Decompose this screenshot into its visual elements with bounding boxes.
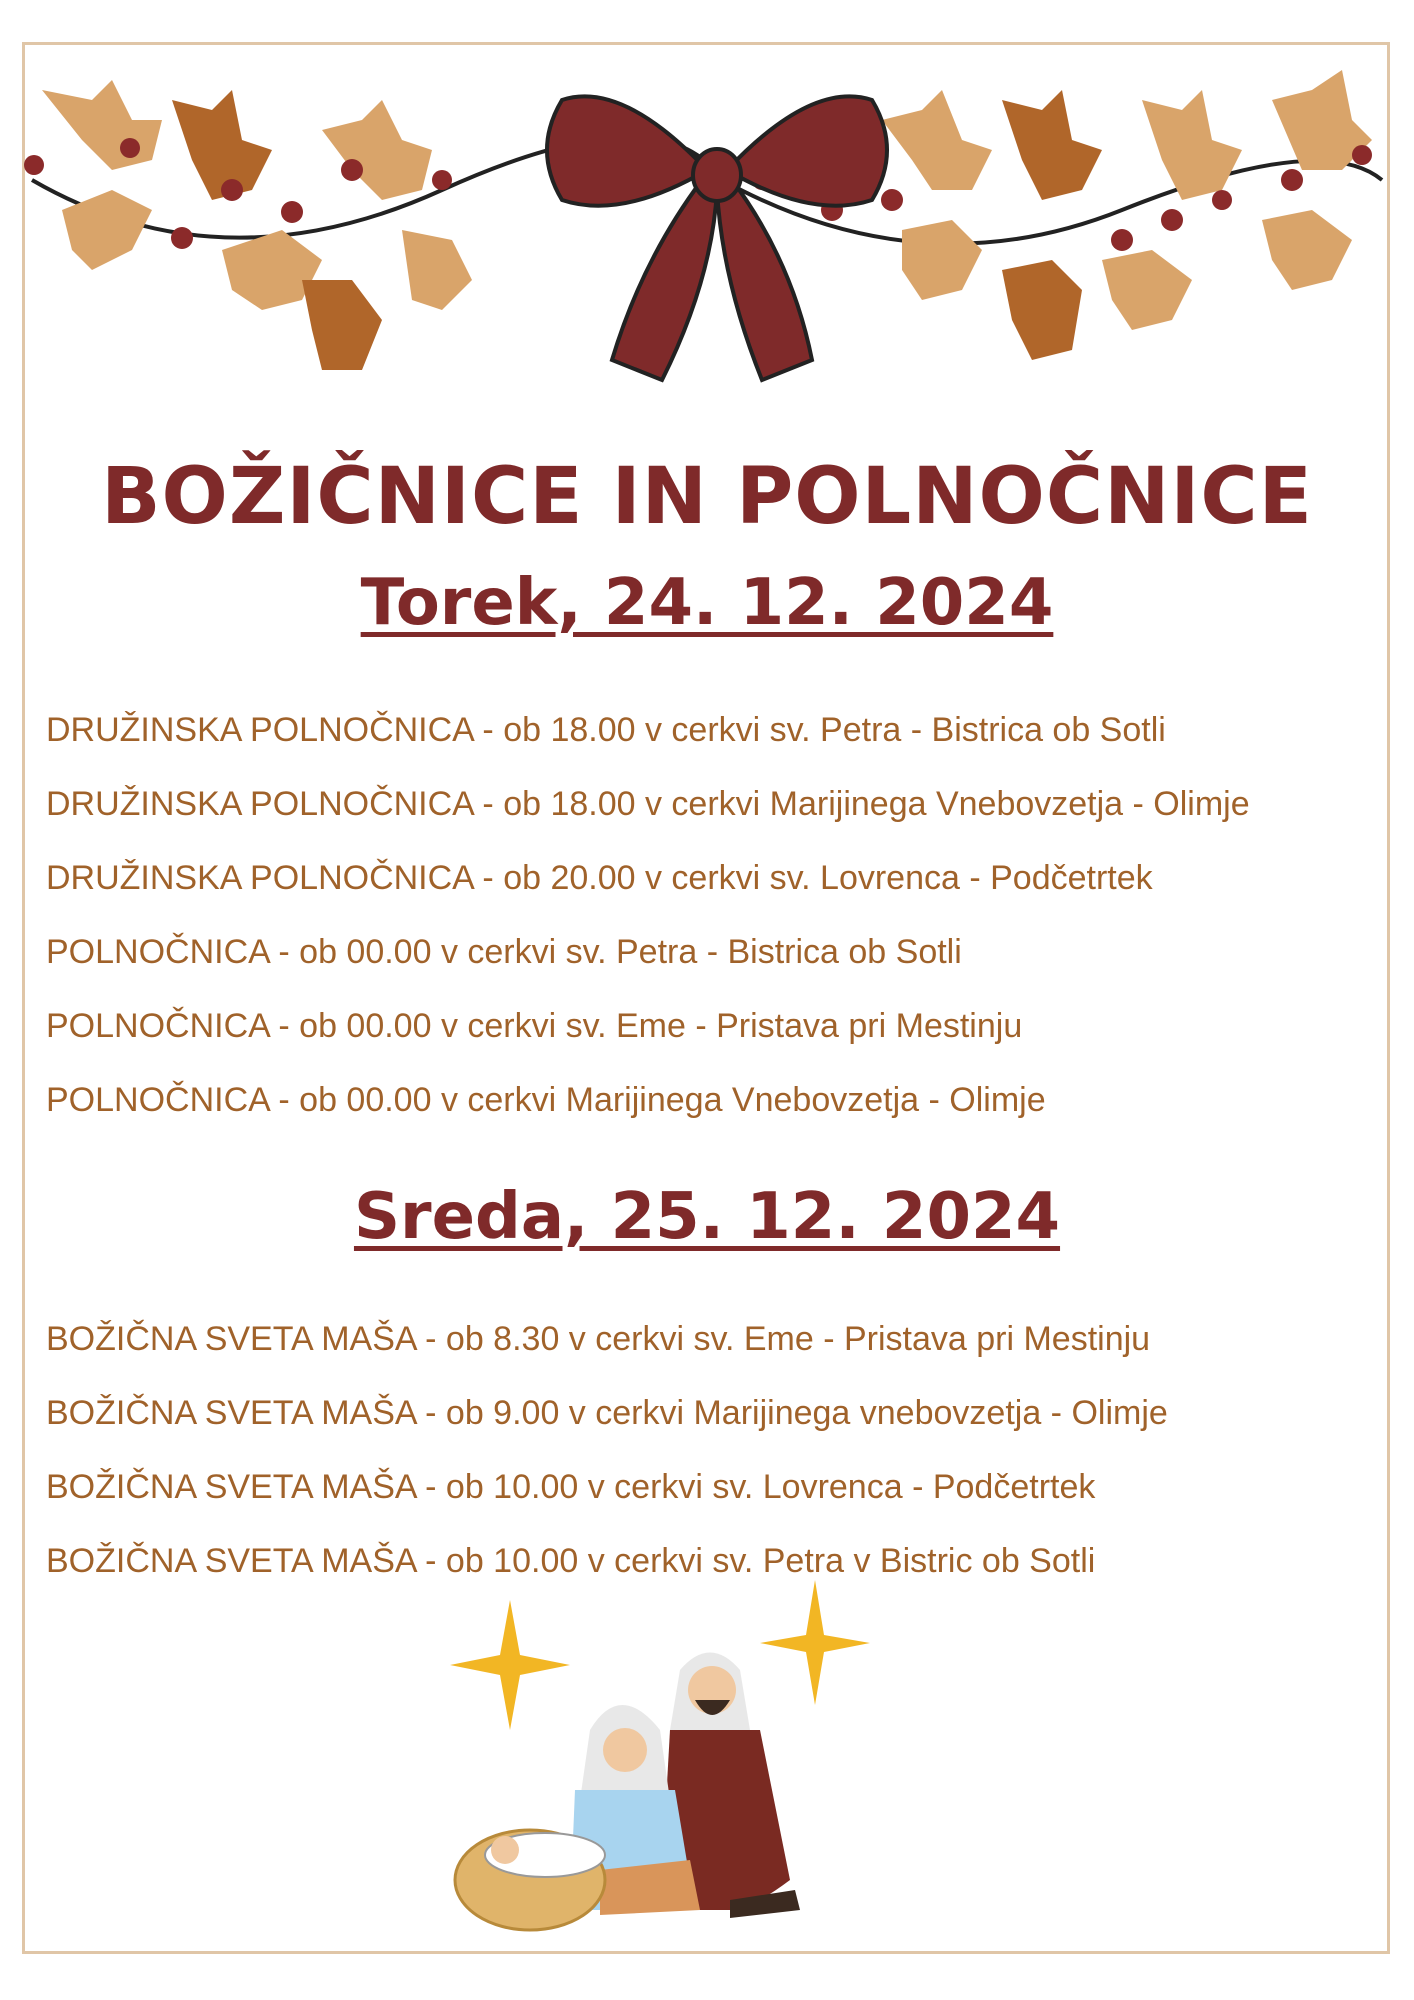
- bow-icon: [547, 96, 887, 380]
- holly-garland: [22, 60, 1390, 400]
- holly-leaves-right: [882, 70, 1372, 360]
- baby-in-manger: [455, 1830, 605, 1930]
- list-item: POLNOČNICA - ob 00.00 v cerkvi sv. Petra - Bistrica ob Sotli: [46, 933, 962, 971]
- day-heading-wednesday: Sreda, 25. 12. 2024: [353, 1180, 1061, 1254]
- list-item: BOŽIČNA SVETA MAŠA - ob 10.00 v cerkvi sv. Lovrenca - Podčetrtek: [46, 1468, 1096, 1506]
- schedule-list-tuesday: [46, 693, 1250, 1137]
- list-item: DRUŽINSKA POLNOČNICA - ob 18.00 v cerkvi Marijinega Vnebovzetja - Olimje: [46, 785, 1250, 823]
- holly-leaves-left: [42, 80, 472, 370]
- page-title: BOŽIČNICE IN POLNOČNICE: [101, 452, 1313, 542]
- list-item: POLNOČNICA - ob 00.00 v cerkvi Marijinega Vnebovzetja - Olimje: [46, 1081, 1046, 1119]
- list-item: POLNOČNICA - ob 00.00 v cerkvi sv. Eme - Pristava pri Mestinju: [46, 1007, 1023, 1045]
- list-item: DRUŽINSKA POLNOČNICA - ob 18.00 v cerkvi sv. Petra - Bistrica ob Sotli: [46, 711, 1166, 749]
- list-item: BOŽIČNA SVETA MAŠA - ob 8.30 v cerkvi sv. Eme - Pristava pri Mestinju: [46, 1320, 1151, 1358]
- star-icon: [760, 1580, 870, 1705]
- star-icon: [450, 1600, 570, 1730]
- day-heading-tuesday: Torek, 24. 12. 2024: [360, 566, 1054, 640]
- list-item: BOŽIČNA SVETA MAŠA - ob 10.00 v cerkvi sv. Petra v Bistric ob Sotli: [46, 1542, 1096, 1580]
- nativity-scene: [450, 1580, 900, 1940]
- list-item: DRUŽINSKA POLNOČNICA - ob 20.00 v cerkvi sv. Lovrenca - Podčetrtek: [46, 859, 1153, 897]
- list-item: BOŽIČNA SVETA MAŠA - ob 9.00 v cerkvi Marijinega vnebovzetja - Olimje: [46, 1394, 1168, 1432]
- schedule-list-wednesday: [46, 1302, 1168, 1598]
